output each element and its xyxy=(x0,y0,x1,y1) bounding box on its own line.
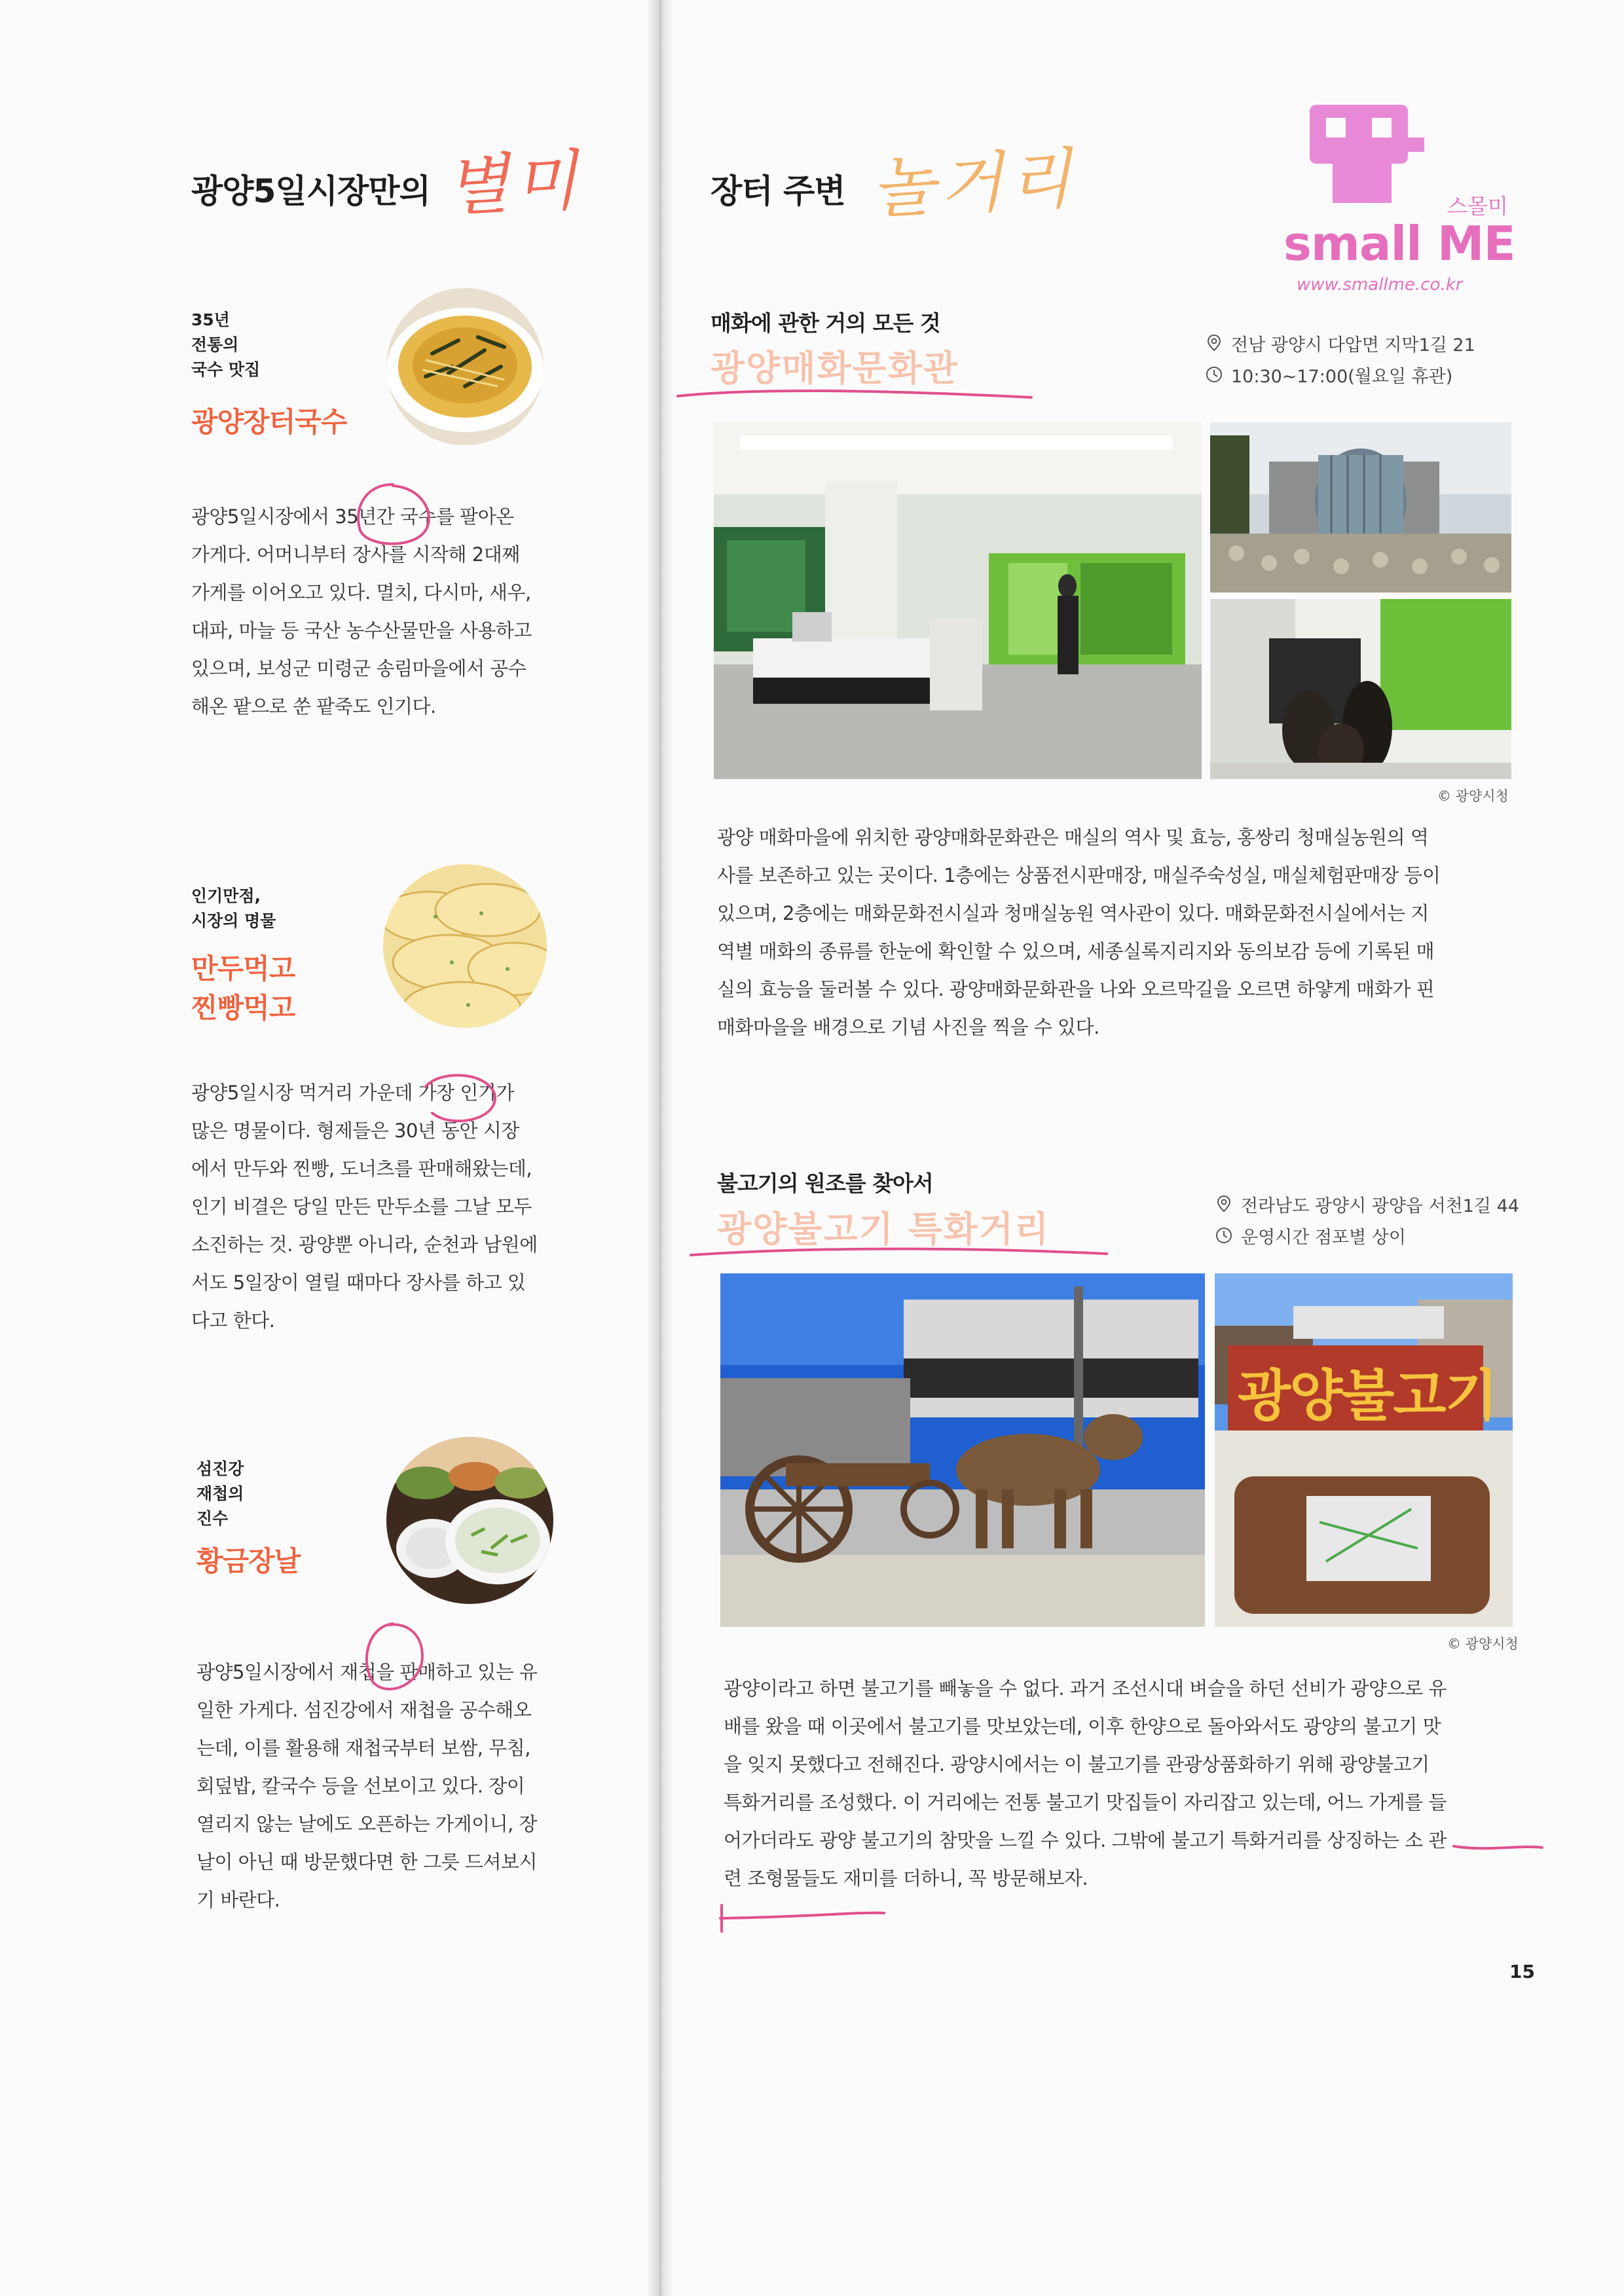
store-name: 만두먹고 찐빵먹고 xyxy=(191,953,295,1024)
pen-circle-mark xyxy=(354,1617,432,1702)
museum-interior-photo xyxy=(714,422,1202,779)
item-description: 광양5일시장에서 35년간 국수를 팔아온 가게다. 어머니부터 장사를 시작해 2대째 가게를 이어오고 있다. 멸치, 다시마, 새우, 대파, 마늘 등 국산 농수산물만을 사용하고 있으며, 보성군 미령군 송림마을에서 공수 해온 팥으로 쑨 팥죽도 인기다. xyxy=(191,505,532,718)
robot-icon xyxy=(1297,98,1428,210)
section-info xyxy=(1215,1188,1519,1251)
page-number: 15 xyxy=(1509,1961,1535,1982)
section-subtitle: 매화에 관한 거의 모든 것 xyxy=(710,310,940,336)
clock-icon xyxy=(1205,365,1223,384)
noodle-photo xyxy=(386,288,544,445)
right-heading: 장터 주변 xyxy=(710,172,845,210)
address-text: 전라남도 광양시 광양읍 서천1길 44 xyxy=(1241,1195,1519,1216)
pen-circle-mark xyxy=(347,478,439,556)
pen-circle-mark xyxy=(413,1067,504,1133)
section-title: 광양매화문화관 xyxy=(710,348,959,389)
section-title: 광양불고기 특화거리 xyxy=(717,1209,1050,1250)
smallme-logo: 스몰미 small ME www.smallme.co.kr xyxy=(1283,98,1519,301)
item-tag: 인기만점, 시장의 명물 xyxy=(191,886,276,930)
location-pin-icon xyxy=(1205,334,1223,352)
store-name: 황금장날 xyxy=(196,1545,301,1577)
pen-underline xyxy=(674,383,1041,409)
jaecheop-soup-photo xyxy=(386,1437,553,1604)
item-tag: 섬진강 재첩의 진수 xyxy=(196,1459,244,1528)
cow-cart-sculpture-photo xyxy=(720,1273,1205,1627)
section-description: 광양 매화마을에 위치한 광양매화문화관은 매실의 역사 및 효능, 홍쌍리 청매실농원의 역 사를 보존하고 있는 곳이다. 1층에는 상품전시판매장, 매실주숙성실, 매실체험판매장 등이 있으며, 2층에는 매화문화전시실과 청매실농원 역사관이 있다. 매화문화전시실에서는 지 역별 매화의 종류를 한눈에 확인할 수 있으며, 세종실록지리지와 동의보감 등에 기록된 매 실의 효능을 둘러볼 수 있다. 광양매화문화관을 나와 오르막길을 오르면 하얗게 매화가 핀 매화마을을 배경으로 기념 사진을 찍을 수 있다. xyxy=(717,826,1441,1038)
item-tag: 35년 전통의 국수 맛집 xyxy=(191,310,261,379)
bulgogi-sign-text: 광양불고기 xyxy=(1238,1364,1497,1428)
left-heading: 광양5일시장만의 xyxy=(191,172,430,210)
section-subtitle: 불고기의 원조를 찾아서 xyxy=(717,1171,933,1196)
right-heading-script: 놀거리 xyxy=(869,139,1079,228)
bulgogi-sign-photo xyxy=(1215,1273,1513,1627)
store-name: 광양장터국수 xyxy=(191,406,347,438)
dumpling-photo xyxy=(383,864,547,1028)
hours-text: 10:30~17:00(월요일 휴관) xyxy=(1231,366,1453,387)
photo-credit: © 광양시청 xyxy=(1447,1636,1519,1652)
left-heading-script: 별미 xyxy=(443,141,585,226)
location-pin-icon xyxy=(1215,1195,1233,1213)
pen-underline xyxy=(688,1241,1120,1267)
hours-text: 운영시간 점포별 상이 xyxy=(1241,1227,1406,1248)
museum-exterior-photo xyxy=(1210,422,1511,592)
pen-underline xyxy=(714,1840,1552,1938)
photo-credit: © 광양시청 xyxy=(1437,788,1509,804)
item-description: 광양5일시장에서 재첩을 판매하고 있는 유 일한 가게다. 섬진강에서 재첩을 공수해오 는데, 이를 활용해 재첩국부터 보쌈, 무침, 회덮밥, 칼국수 등을 선보이고 있다. 장이 열리지 않는 날에도 오픈하는 가게이니, 장 날이 아닌 때 방문했다면 한 그릇 드셔보시 기 바란다. xyxy=(196,1661,538,1911)
museum-jars-photo xyxy=(1210,599,1511,779)
section-description: 광양이라고 하면 불고기를 빼놓을 수 없다. 과거 조선시대 벼슬을 하던 선비가 광양으로 유 배를 왔을 때 이곳에서 불고기를 맛보았는데, 이후 한양으로 돌아와서도 광양의 불고기 맛 을 잊지 못했다고 전해진다. 광양시에서는 이 불고기를 관광상품화하기 위해 광양불고기 특화거리를 조성했다. 이 거리에는 전통 불고기 맛집들이 자리잡고 있는데, 어느 가게를 들 어가더라도 광양 불고기의 참맛을 느낄 수 있다. 그밖에 불고기 특화거리를 상징하는 소 관 련 조형물들도 재미를 더하니, 꼭 방문해보자. xyxy=(724,1677,1447,1889)
page-fold xyxy=(648,0,672,2296)
address-text: 전남 광양시 다압면 지막1길 21 xyxy=(1231,335,1475,355)
clock-icon xyxy=(1215,1226,1233,1245)
item-description: 광양5일시장 먹거리 가운데 가장 인기가 많은 명물이다. 형제들은 30년 동안 시장 에서 만두와 찐빵, 도너츠를 판매해왔는데, 인기 비결은 당일 만든 만두소를 그날 모두 소진하는 것. 광양뿐 아니라, 순천과 남원에 서도 5일장이 열릴 때마다 장사를 하고 있 다고 한다. xyxy=(191,1082,538,1332)
section-info xyxy=(1205,327,1475,390)
